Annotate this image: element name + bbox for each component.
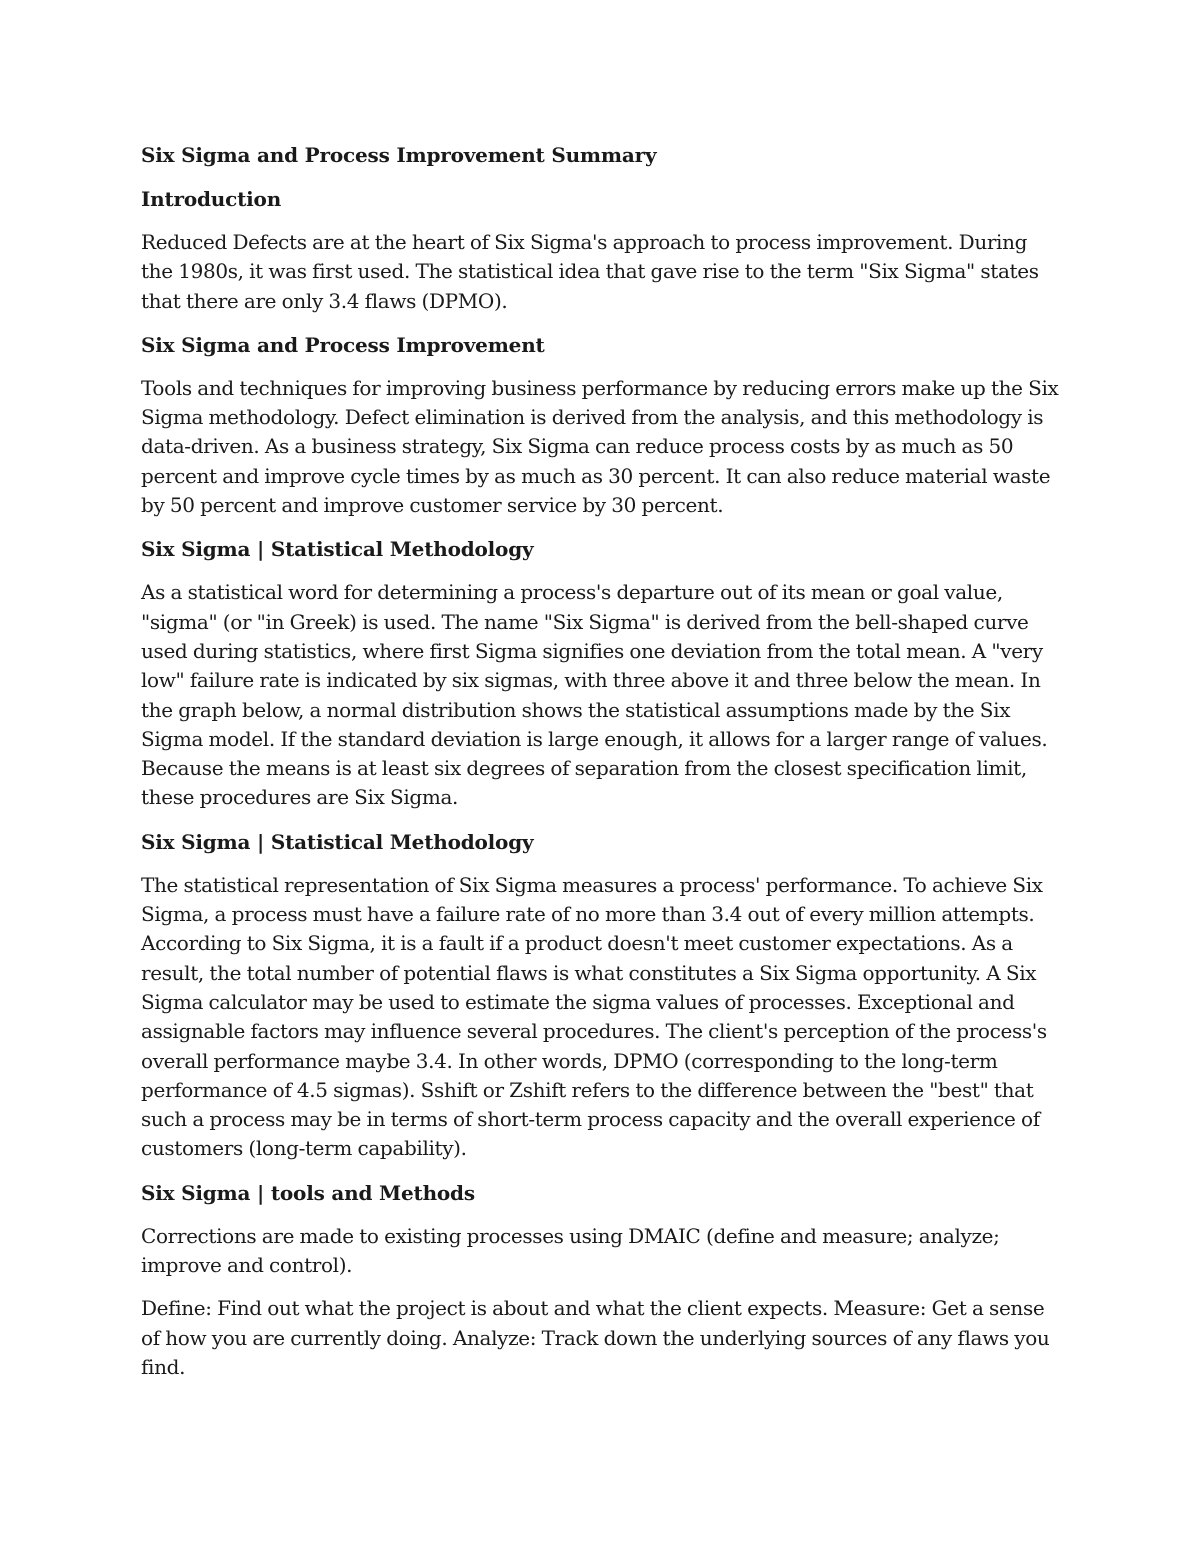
document-title: Six Sigma and Process Improvement Summary <box>141 143 657 167</box>
section-paragraph: Tools and techniques for improving business performance by reducing errors make up the Six Sigma methodology. Defect elimination is derived from the analysis, and this methodology is data-driven. As a business strategy, Six Sigma can reduce process costs by as much as 50 percent and improve cycle times by as much as 30 percent. It can also reduce material waste by 50 percent and improve customer service by 30 percent. <box>141 375 1059 518</box>
section-paragraph: Reduced Defects are at the heart of Six Sigma's approach to process improvement. During the 1980s, it was first used. The statistical idea that gave rise to the term "Six Sigma" states that there are only 3.4 flaws (DPMO). <box>141 230 1039 313</box>
section-heading-statistical-methodology-2: Six Sigma | Statistical Methodology <box>141 829 534 854</box>
section-paragraph: Corrections are made to existing processes using DMAIC (define and measure; analyze; improve and control). <box>141 1223 1000 1278</box>
section-heading-statistical-methodology: Six Sigma | Statistical Methodology <box>141 537 534 562</box>
section-heading-tools-and-methods: Six Sigma | tools and Methods <box>141 1180 475 1205</box>
section-heading-introduction: Introduction <box>141 187 282 211</box>
section-paragraph: The statistical representation of Six Sigma measures a process' performance. To achieve Six Sigma, a process must have a failure rate of no more than 3.4 out of every million attempts. According to Six Sigma, it is a fault if a product doesn't meet customer expectations. As a result, the total number of potential flaws is what constitutes a Six Sigma opportunity. A Six Sigma calculator may be used to estimate the sigma values of processes. Exceptional and assignable factors may influence several procedures. The client's perception of the process's overall performance maybe 3.4. In other words, DPMO (corresponding to the long-term performance of 4.5 sigmas). Sshift or Zshift refers to the difference between the "best" that such a process may be in terms of short-term process capacity and the overall experience of customers (long-term capability). <box>141 872 1047 1161</box>
section-paragraph: As a statistical word for determining a process's departure out of its mean or goal value, "sigma" (or "in Greek) is used. The name "Six Sigma" is derived from the bell-shaped curve used during statistics, where first Sigma signifies one deviation from the total mean. A "very low" failure rate is indicated by six sigmas, with three above it and three below the mean. In the graph below, a normal distribution shows the statistical assumptions made by the Six Sigma model. If the standard deviation is large enough, it allows for a larger range of values. Because the means is at least six degrees of separation from the closest specification limit, these procedures are Six Sigma. <box>141 580 1048 810</box>
section-paragraph: Define: Find out what the project is about and what the client expects. Measure: Get a sense of how you are currently doing. Analyze: Track down the underlying sources of any flaws you find. <box>141 1296 1050 1379</box>
section-heading-process-improvement: Six Sigma and Process Improvement <box>141 332 545 357</box>
